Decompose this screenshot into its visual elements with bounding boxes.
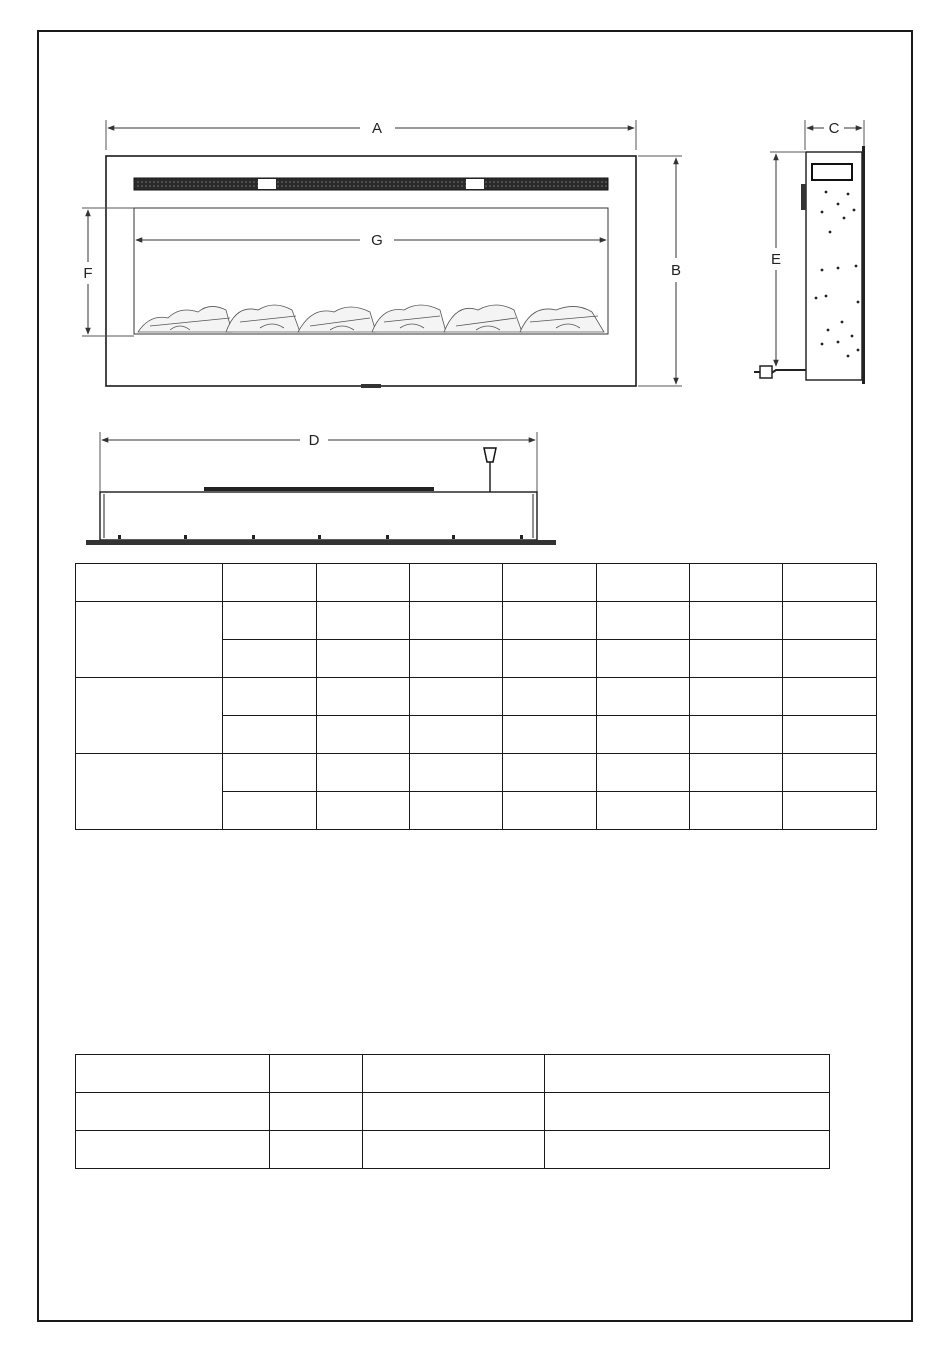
table-cell — [597, 792, 690, 830]
table-cell — [223, 564, 317, 602]
table-cell — [223, 792, 317, 830]
table-cell — [317, 678, 410, 716]
table-cell — [76, 678, 223, 754]
table-cell — [690, 792, 783, 830]
table-cell — [270, 1131, 363, 1169]
table-cell — [690, 678, 783, 716]
bottom-tab — [361, 384, 381, 388]
table-cell — [690, 602, 783, 640]
dimension-d — [100, 432, 537, 492]
top-mounting-plate — [86, 540, 556, 545]
table-cell — [223, 678, 317, 716]
dimensions-table — [75, 563, 877, 830]
table-cell — [690, 716, 783, 754]
table-cell — [783, 602, 877, 640]
dimension-g — [136, 232, 606, 249]
dimension-e — [770, 152, 806, 366]
table-cell — [503, 564, 597, 602]
table-cell — [545, 1093, 830, 1131]
table-cell — [783, 678, 877, 716]
table-cell — [410, 678, 503, 716]
table-cell — [317, 602, 410, 640]
table-cell — [76, 1131, 270, 1169]
table-cell — [76, 1093, 270, 1131]
dimension-a — [106, 120, 636, 150]
table-cell — [317, 754, 410, 792]
table-cell — [410, 564, 503, 602]
electrical-table — [75, 1054, 830, 1169]
table-cell — [503, 640, 597, 678]
table-cell — [597, 640, 690, 678]
table-cell — [503, 754, 597, 792]
table-cell — [223, 754, 317, 792]
table-cell — [270, 1093, 363, 1131]
table-cell — [783, 564, 877, 602]
table-cell — [545, 1131, 830, 1169]
table-cell — [76, 754, 223, 830]
table-cell — [76, 1055, 270, 1093]
label-e: E — [770, 251, 782, 268]
table-cell — [223, 716, 317, 754]
table-cell — [690, 564, 783, 602]
table-cell — [783, 716, 877, 754]
fireplace-dimension-drawing — [0, 0, 950, 560]
table-cell — [503, 602, 597, 640]
table-cell — [597, 602, 690, 640]
table-cell — [317, 640, 410, 678]
table-cell — [410, 716, 503, 754]
dimension-b — [638, 156, 682, 386]
table-cell — [317, 564, 410, 602]
table-cell — [223, 602, 317, 640]
table-cell — [410, 754, 503, 792]
table-row — [76, 564, 877, 602]
table-cell — [410, 602, 503, 640]
table-cell — [503, 792, 597, 830]
table-cell — [545, 1055, 830, 1093]
table-row — [76, 1131, 830, 1169]
table-cell — [270, 1055, 363, 1093]
table-cell — [363, 1055, 545, 1093]
table-cell — [690, 640, 783, 678]
table-row — [76, 678, 877, 716]
table-cell — [783, 640, 877, 678]
side-view — [754, 120, 865, 384]
table-cell — [503, 716, 597, 754]
log-set — [138, 305, 604, 332]
label-f: F — [83, 265, 93, 282]
table-cell — [363, 1093, 545, 1131]
top-power-plug — [484, 448, 496, 492]
table-cell — [690, 754, 783, 792]
table-row — [76, 1093, 830, 1131]
table-cell — [597, 754, 690, 792]
table-cell — [597, 678, 690, 716]
side-display — [812, 164, 852, 180]
label-b: B — [670, 262, 682, 279]
side-power-cord — [754, 366, 806, 378]
top-view — [86, 432, 556, 545]
table-cell — [783, 754, 877, 792]
dimension-f — [82, 208, 134, 336]
top-vent-grille — [134, 178, 608, 190]
table-cell — [410, 640, 503, 678]
table-cell — [783, 792, 877, 830]
table-cell — [503, 678, 597, 716]
table-cell — [76, 602, 223, 678]
table-cell — [410, 792, 503, 830]
side-body — [806, 152, 862, 380]
front-view — [82, 120, 682, 388]
label-c: C — [828, 120, 840, 137]
table-row — [76, 602, 877, 640]
table-cell — [76, 564, 223, 602]
label-a: A — [371, 120, 383, 137]
table-row — [76, 754, 877, 792]
table-cell — [597, 716, 690, 754]
table-cell — [223, 640, 317, 678]
table-cell — [597, 564, 690, 602]
top-body — [100, 492, 537, 540]
label-g: G — [371, 232, 383, 249]
table-cell — [363, 1131, 545, 1169]
label-d: D — [308, 432, 320, 449]
dimension-c — [805, 120, 864, 150]
table-cell — [317, 792, 410, 830]
table-row — [76, 1055, 830, 1093]
table-cell — [317, 716, 410, 754]
